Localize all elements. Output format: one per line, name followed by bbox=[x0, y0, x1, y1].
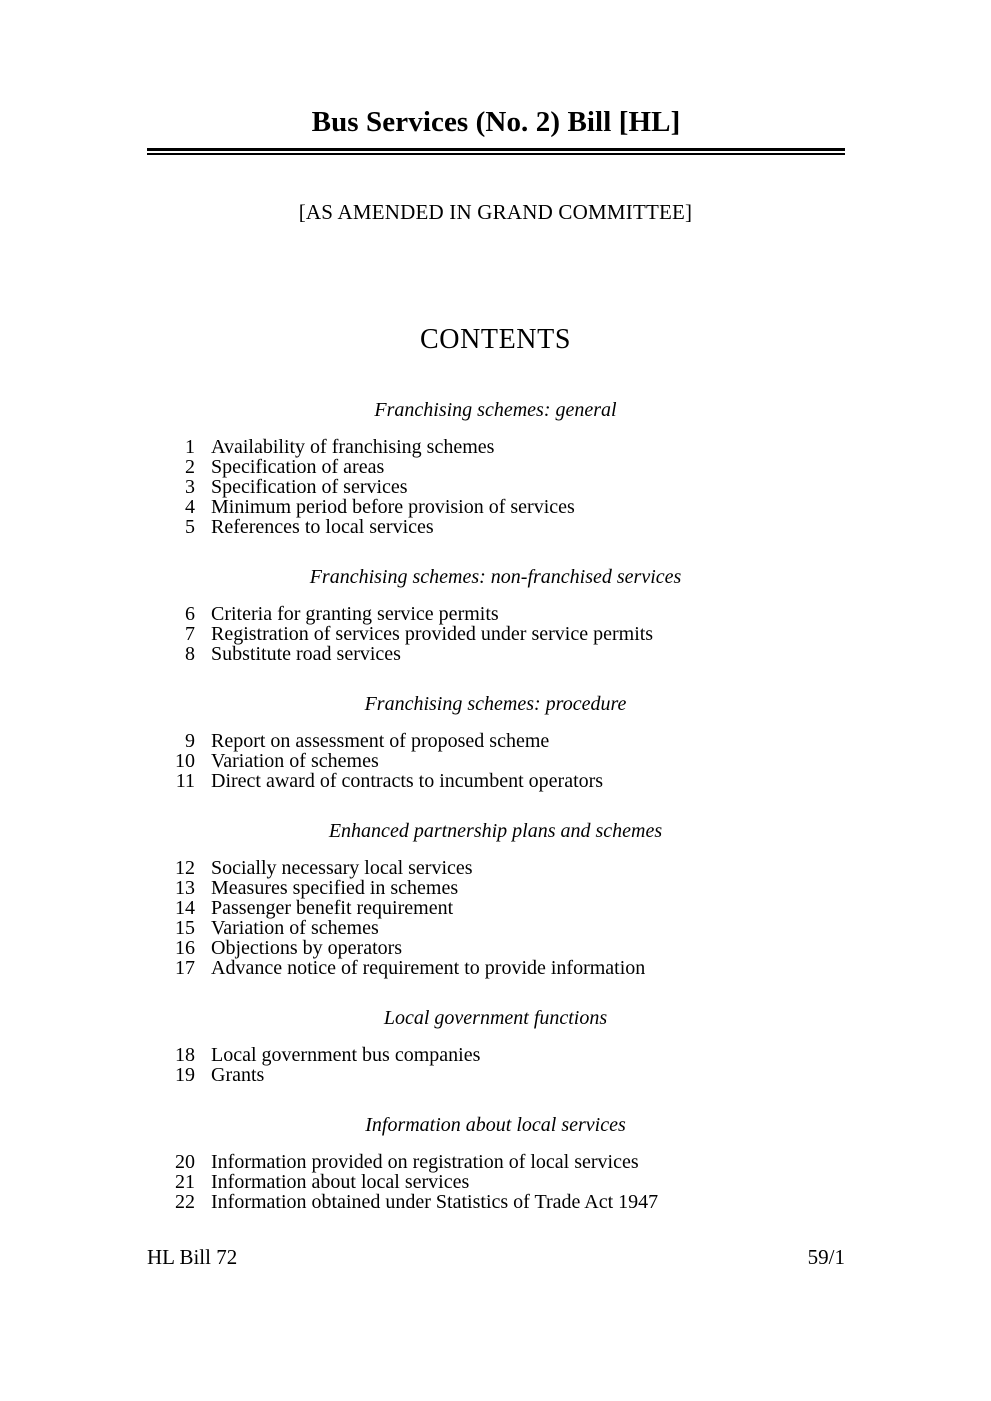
title-double-rule bbox=[147, 148, 845, 155]
item-title: Minimum period before provision of services bbox=[211, 496, 575, 518]
section-item-list bbox=[0, 437, 991, 537]
item-number: 20 bbox=[175, 1151, 195, 1173]
item-number: 18 bbox=[175, 1044, 195, 1066]
item-title: Variation of schemes bbox=[211, 917, 379, 939]
title-rule-thin bbox=[147, 153, 845, 155]
item-number: 14 bbox=[175, 897, 195, 919]
contents-section bbox=[0, 694, 991, 791]
section-heading: Local government functions bbox=[383, 1007, 608, 1029]
list-item[interactable] bbox=[147, 938, 991, 958]
contents-section bbox=[0, 1008, 991, 1085]
item-number: 6 bbox=[185, 603, 195, 625]
list-item[interactable] bbox=[147, 958, 991, 978]
item-number: 13 bbox=[175, 877, 195, 899]
section-item-list bbox=[0, 731, 991, 791]
item-number: 4 bbox=[185, 496, 195, 518]
list-item[interactable] bbox=[147, 1065, 991, 1085]
list-item[interactable] bbox=[147, 878, 991, 898]
item-number: 21 bbox=[175, 1171, 195, 1193]
list-item[interactable] bbox=[147, 624, 991, 644]
list-item[interactable] bbox=[147, 771, 991, 791]
amendment-note: [AS AMENDED IN GRAND COMMITTEE] bbox=[298, 200, 693, 224]
item-title: Specification of services bbox=[211, 476, 408, 498]
contents-list bbox=[0, 400, 991, 1212]
section-item-list bbox=[0, 604, 991, 664]
item-number: 5 bbox=[185, 516, 195, 538]
title-block bbox=[147, 105, 845, 155]
list-item[interactable] bbox=[147, 644, 991, 664]
page-title: Bus Services (No. 2) Bill [HL] bbox=[311, 106, 681, 138]
section-heading: Franchising schemes: non-franchised services bbox=[309, 566, 682, 588]
item-title: Socially necessary local services bbox=[211, 857, 473, 879]
contents-section bbox=[0, 567, 991, 664]
item-title: Availability of franchising schemes bbox=[211, 436, 495, 458]
item-title: Information about local services bbox=[211, 1171, 470, 1193]
section-heading: Franchising schemes: procedure bbox=[364, 693, 627, 715]
list-item[interactable] bbox=[147, 898, 991, 918]
list-item[interactable] bbox=[147, 1152, 991, 1172]
item-number: 2 bbox=[185, 456, 195, 478]
item-title: Passenger benefit requirement bbox=[211, 897, 454, 919]
item-title: Report on assessment of proposed scheme bbox=[211, 730, 550, 752]
contents-section bbox=[0, 821, 991, 978]
section-heading: Information about local services bbox=[365, 1114, 626, 1136]
section-item-list bbox=[0, 1152, 991, 1212]
item-number: 19 bbox=[175, 1064, 195, 1086]
section-item-list bbox=[0, 1045, 991, 1085]
item-title: Specification of areas bbox=[211, 456, 385, 478]
item-number: 22 bbox=[175, 1191, 195, 1213]
item-number: 1 bbox=[185, 436, 195, 458]
list-item[interactable] bbox=[147, 497, 991, 517]
list-item[interactable] bbox=[147, 1172, 991, 1192]
section-item-list bbox=[0, 858, 991, 978]
item-title: Advance notice of requirement to provide information bbox=[211, 957, 646, 979]
item-number: 3 bbox=[185, 476, 195, 498]
item-number: 15 bbox=[175, 917, 195, 939]
footer-bill-reference: HL Bill 72 bbox=[147, 1245, 238, 1269]
item-title: Measures specified in schemes bbox=[211, 877, 459, 899]
contents-section bbox=[0, 400, 991, 537]
item-number: 17 bbox=[175, 957, 195, 979]
section-heading: Enhanced partnership plans and schemes bbox=[328, 820, 663, 842]
list-item[interactable] bbox=[147, 1045, 991, 1065]
item-title: Registration of services provided under service permits bbox=[211, 623, 654, 645]
item-title: Local government bus companies bbox=[211, 1044, 481, 1066]
list-item[interactable] bbox=[147, 604, 991, 624]
list-item[interactable] bbox=[147, 477, 991, 497]
contents-section bbox=[0, 1115, 991, 1212]
item-number: 16 bbox=[175, 937, 195, 959]
item-title: Variation of schemes bbox=[211, 750, 379, 772]
list-item[interactable] bbox=[147, 517, 991, 537]
item-title: Objections by operators bbox=[211, 937, 403, 959]
list-item[interactable] bbox=[147, 731, 991, 751]
list-item[interactable] bbox=[147, 437, 991, 457]
list-item[interactable] bbox=[147, 457, 991, 477]
list-item[interactable] bbox=[147, 1192, 991, 1212]
list-item[interactable] bbox=[147, 751, 991, 771]
item-number: 7 bbox=[185, 623, 195, 645]
section-heading: Franchising schemes: general bbox=[374, 399, 617, 421]
item-title: Information provided on registration of local services bbox=[211, 1151, 639, 1173]
item-title: Grants bbox=[211, 1064, 265, 1086]
footer-page-reference: 59/1 bbox=[807, 1245, 845, 1269]
list-item[interactable] bbox=[147, 858, 991, 878]
item-number: 10 bbox=[175, 750, 195, 772]
item-title: Substitute road services bbox=[211, 643, 401, 665]
item-title: Criteria for granting service permits bbox=[211, 603, 499, 625]
contents-heading: CONTENTS bbox=[419, 324, 572, 355]
item-number: 11 bbox=[175, 770, 195, 792]
page-footer bbox=[147, 1245, 845, 1270]
item-title: Information obtained under Statistics of Trade Act 1947 bbox=[211, 1191, 659, 1213]
list-item[interactable] bbox=[147, 918, 991, 938]
item-title: References to local services bbox=[211, 516, 434, 538]
item-title: Direct award of contracts to incumbent operators bbox=[211, 770, 604, 792]
item-number: 9 bbox=[185, 730, 195, 752]
item-number: 12 bbox=[175, 857, 195, 879]
item-number: 8 bbox=[185, 643, 195, 665]
